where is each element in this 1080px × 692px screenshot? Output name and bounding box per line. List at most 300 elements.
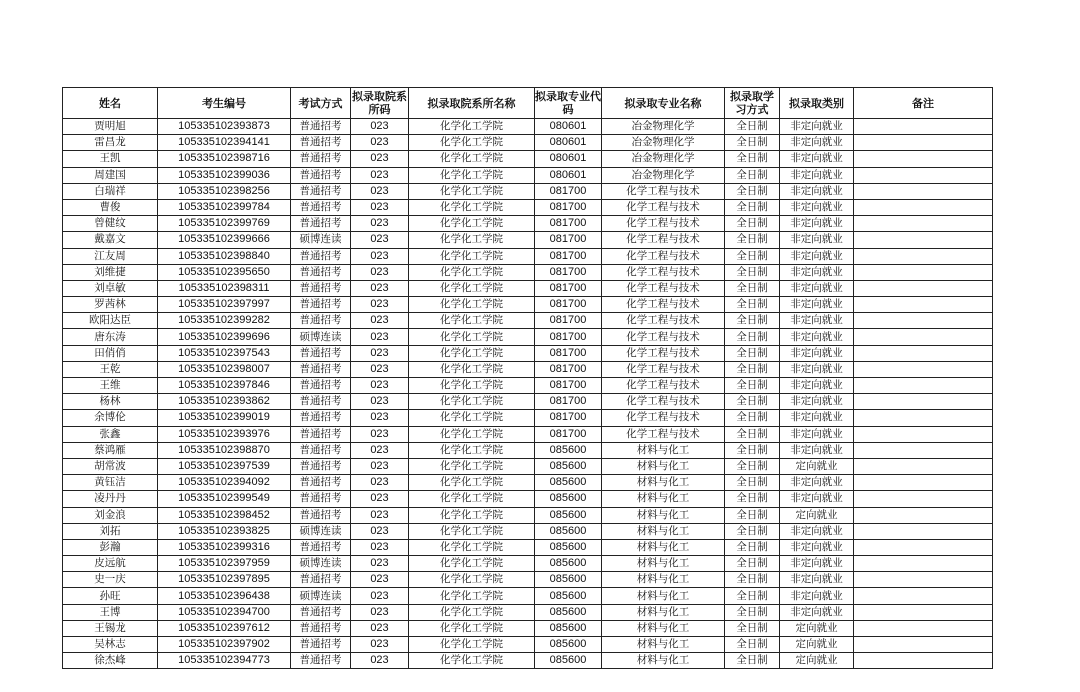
cell-dept-code: 023 [351, 216, 409, 232]
cell-study-mode: 全日制 [725, 620, 780, 636]
cell-dept-name: 化学化工学院 [409, 394, 535, 410]
cell-major-name: 材料与化工 [602, 620, 725, 636]
cell-dept-name: 化学化工学院 [409, 604, 535, 620]
cell-major-code: 085600 [535, 604, 602, 620]
cell-study-mode: 全日制 [725, 135, 780, 151]
cell-study-mode: 全日制 [725, 653, 780, 669]
table-row [63, 151, 993, 167]
cell-major-code: 085600 [535, 458, 602, 474]
header-candidate-id: 考生编号 [158, 88, 291, 119]
cell-exam-method: 普通招考 [291, 539, 351, 555]
cell-remarks [854, 199, 993, 215]
cell-category: 非定向就业 [780, 410, 854, 426]
cell-remarks [854, 264, 993, 280]
cell-name: 刘维捷 [63, 264, 158, 280]
cell-category: 定向就业 [780, 653, 854, 669]
cell-candidate-id: 105335102398007 [158, 361, 291, 377]
cell-study-mode: 全日制 [725, 491, 780, 507]
cell-dept-code: 023 [351, 297, 409, 313]
cell-major-name: 材料与化工 [602, 604, 725, 620]
cell-candidate-id: 105335102394773 [158, 653, 291, 669]
cell-name: 孙旺 [63, 588, 158, 604]
cell-remarks [854, 458, 993, 474]
table-row [63, 539, 993, 555]
cell-candidate-id: 105335102395650 [158, 264, 291, 280]
cell-major-code: 081700 [535, 410, 602, 426]
header-dept-code: 拟录取院系所码 [351, 88, 409, 119]
cell-dept-name: 化学化工学院 [409, 539, 535, 555]
cell-dept-code: 023 [351, 167, 409, 183]
cell-candidate-id: 105335102393825 [158, 523, 291, 539]
cell-study-mode: 全日制 [725, 280, 780, 296]
cell-name: 王锡龙 [63, 620, 158, 636]
table-row [63, 232, 993, 248]
cell-study-mode: 全日制 [725, 199, 780, 215]
table-row [63, 458, 993, 474]
cell-candidate-id: 105335102399666 [158, 232, 291, 248]
cell-name: 江友周 [63, 248, 158, 264]
cell-major-code: 081700 [535, 216, 602, 232]
header-row [63, 88, 993, 119]
cell-study-mode: 全日制 [725, 442, 780, 458]
cell-category: 非定向就业 [780, 572, 854, 588]
cell-study-mode: 全日制 [725, 475, 780, 491]
cell-candidate-id: 105335102399036 [158, 167, 291, 183]
cell-exam-method: 普通招考 [291, 378, 351, 394]
cell-major-code: 081700 [535, 248, 602, 264]
cell-dept-name: 化学化工学院 [409, 297, 535, 313]
cell-dept-code: 023 [351, 329, 409, 345]
cell-major-code: 080601 [535, 119, 602, 135]
cell-category: 非定向就业 [780, 313, 854, 329]
cell-category: 非定向就业 [780, 135, 854, 151]
cell-category: 定向就业 [780, 637, 854, 653]
cell-dept-name: 化学化工学院 [409, 588, 535, 604]
cell-remarks [854, 507, 993, 523]
cell-major-name: 化学工程与技术 [602, 280, 725, 296]
cell-exam-method: 普通招考 [291, 248, 351, 264]
cell-dept-name: 化学化工学院 [409, 199, 535, 215]
cell-exam-method: 普通招考 [291, 151, 351, 167]
cell-name: 余博伦 [63, 410, 158, 426]
cell-remarks [854, 637, 993, 653]
cell-dept-name: 化学化工学院 [409, 523, 535, 539]
cell-category: 定向就业 [780, 620, 854, 636]
cell-dept-code: 023 [351, 507, 409, 523]
cell-study-mode: 全日制 [725, 378, 780, 394]
table-row [63, 442, 993, 458]
cell-major-code: 081700 [535, 264, 602, 280]
cell-exam-method: 普通招考 [291, 394, 351, 410]
cell-major-code: 081700 [535, 297, 602, 313]
cell-name: 王维 [63, 378, 158, 394]
cell-dept-code: 023 [351, 442, 409, 458]
cell-exam-method: 普通招考 [291, 313, 351, 329]
cell-candidate-id: 105335102397997 [158, 297, 291, 313]
cell-exam-method: 普通招考 [291, 620, 351, 636]
cell-study-mode: 全日制 [725, 183, 780, 199]
cell-study-mode: 全日制 [725, 572, 780, 588]
cell-major-code: 081700 [535, 232, 602, 248]
cell-major-name: 冶金物理化学 [602, 167, 725, 183]
cell-dept-code: 023 [351, 410, 409, 426]
cell-dept-name: 化学化工学院 [409, 410, 535, 426]
table-row [63, 329, 993, 345]
cell-major-name: 材料与化工 [602, 523, 725, 539]
cell-dept-code: 023 [351, 556, 409, 572]
table-row [63, 199, 993, 215]
cell-candidate-id: 105335102399019 [158, 410, 291, 426]
cell-dept-name: 化学化工学院 [409, 361, 535, 377]
cell-study-mode: 全日制 [725, 588, 780, 604]
cell-dept-name: 化学化工学院 [409, 637, 535, 653]
cell-candidate-id: 105335102399282 [158, 313, 291, 329]
cell-candidate-id: 105335102398840 [158, 248, 291, 264]
cell-exam-method: 普通招考 [291, 442, 351, 458]
cell-remarks [854, 410, 993, 426]
table-row [63, 378, 993, 394]
cell-major-code: 085600 [535, 556, 602, 572]
cell-candidate-id: 105335102398716 [158, 151, 291, 167]
cell-category: 非定向就业 [780, 280, 854, 296]
cell-dept-name: 化学化工学院 [409, 572, 535, 588]
cell-major-name: 材料与化工 [602, 588, 725, 604]
cell-major-name: 化学工程与技术 [602, 426, 725, 442]
table-row [63, 637, 993, 653]
cell-study-mode: 全日制 [725, 167, 780, 183]
cell-candidate-id: 105335102399784 [158, 199, 291, 215]
cell-exam-method: 普通招考 [291, 458, 351, 474]
cell-remarks [854, 216, 993, 232]
cell-dept-name: 化学化工学院 [409, 167, 535, 183]
cell-exam-method: 硕博连读 [291, 232, 351, 248]
cell-major-code: 080601 [535, 135, 602, 151]
cell-name: 彭瀚 [63, 539, 158, 555]
cell-candidate-id: 105335102398256 [158, 183, 291, 199]
cell-major-code: 085600 [535, 491, 602, 507]
cell-exam-method: 硕博连读 [291, 523, 351, 539]
cell-major-name: 化学工程与技术 [602, 264, 725, 280]
cell-study-mode: 全日制 [725, 523, 780, 539]
cell-dept-code: 023 [351, 199, 409, 215]
cell-dept-name: 化学化工学院 [409, 183, 535, 199]
cell-dept-code: 023 [351, 458, 409, 474]
cell-exam-method: 普通招考 [291, 361, 351, 377]
cell-major-name: 化学工程与技术 [602, 183, 725, 199]
cell-exam-method: 普通招考 [291, 264, 351, 280]
cell-dept-name: 化学化工学院 [409, 329, 535, 345]
cell-major-code: 080601 [535, 167, 602, 183]
cell-exam-method: 普通招考 [291, 426, 351, 442]
cell-exam-method: 硕博连读 [291, 556, 351, 572]
cell-major-code: 081700 [535, 378, 602, 394]
cell-candidate-id: 105335102396438 [158, 588, 291, 604]
table-row [63, 410, 993, 426]
cell-dept-name: 化学化工学院 [409, 345, 535, 361]
table-row [63, 167, 993, 183]
cell-dept-code: 023 [351, 426, 409, 442]
cell-major-code: 081700 [535, 426, 602, 442]
cell-dept-name: 化学化工学院 [409, 119, 535, 135]
cell-name: 杨林 [63, 394, 158, 410]
cell-exam-method: 普通招考 [291, 199, 351, 215]
cell-category: 非定向就业 [780, 475, 854, 491]
table-row [63, 394, 993, 410]
cell-name: 张鑫 [63, 426, 158, 442]
cell-candidate-id: 105335102393862 [158, 394, 291, 410]
cell-exam-method: 硕博连读 [291, 588, 351, 604]
cell-candidate-id: 105335102394141 [158, 135, 291, 151]
cell-name: 刘卓敏 [63, 280, 158, 296]
header-remarks: 备注 [854, 88, 993, 119]
cell-major-code: 081700 [535, 313, 602, 329]
cell-name: 曹俊 [63, 199, 158, 215]
cell-study-mode: 全日制 [725, 329, 780, 345]
cell-major-code: 085600 [535, 653, 602, 669]
cell-major-code: 081700 [535, 280, 602, 296]
cell-dept-name: 化学化工学院 [409, 620, 535, 636]
cell-name: 雷昌龙 [63, 135, 158, 151]
cell-remarks [854, 620, 993, 636]
cell-remarks [854, 280, 993, 296]
cell-category: 非定向就业 [780, 216, 854, 232]
table-row [63, 345, 993, 361]
cell-category: 非定向就业 [780, 588, 854, 604]
cell-major-name: 化学工程与技术 [602, 394, 725, 410]
cell-exam-method: 普通招考 [291, 637, 351, 653]
cell-name: 凌丹丹 [63, 491, 158, 507]
cell-dept-code: 023 [351, 313, 409, 329]
cell-study-mode: 全日制 [725, 264, 780, 280]
cell-major-code: 085600 [535, 572, 602, 588]
cell-remarks [854, 248, 993, 264]
cell-exam-method: 普通招考 [291, 167, 351, 183]
cell-study-mode: 全日制 [725, 637, 780, 653]
cell-exam-method: 硕博连读 [291, 329, 351, 345]
cell-remarks [854, 442, 993, 458]
cell-major-name: 材料与化工 [602, 491, 725, 507]
cell-remarks [854, 119, 993, 135]
cell-dept-name: 化学化工学院 [409, 280, 535, 296]
cell-exam-method: 普通招考 [291, 280, 351, 296]
cell-remarks [854, 491, 993, 507]
cell-dept-name: 化学化工学院 [409, 151, 535, 167]
cell-dept-code: 023 [351, 491, 409, 507]
cell-candidate-id: 105335102397959 [158, 556, 291, 572]
cell-dept-code: 023 [351, 394, 409, 410]
cell-dept-code: 023 [351, 378, 409, 394]
cell-remarks [854, 523, 993, 539]
cell-exam-method: 普通招考 [291, 135, 351, 151]
cell-remarks [854, 539, 993, 555]
cell-name: 曾健纹 [63, 216, 158, 232]
cell-remarks [854, 604, 993, 620]
table-row [63, 248, 993, 264]
table-row [63, 119, 993, 135]
cell-major-name: 冶金物理化学 [602, 135, 725, 151]
cell-dept-name: 化学化工学院 [409, 135, 535, 151]
cell-exam-method: 普通招考 [291, 410, 351, 426]
cell-major-name: 材料与化工 [602, 442, 725, 458]
cell-study-mode: 全日制 [725, 151, 780, 167]
table-row [63, 523, 993, 539]
cell-category: 非定向就业 [780, 361, 854, 377]
cell-candidate-id: 105335102399316 [158, 539, 291, 555]
cell-name: 刘拓 [63, 523, 158, 539]
table-row [63, 280, 993, 296]
cell-major-code: 085600 [535, 475, 602, 491]
cell-study-mode: 全日制 [725, 119, 780, 135]
cell-name: 王博 [63, 604, 158, 620]
cell-dept-code: 023 [351, 248, 409, 264]
cell-major-name: 化学工程与技术 [602, 216, 725, 232]
cell-dept-name: 化学化工学院 [409, 653, 535, 669]
cell-remarks [854, 297, 993, 313]
cell-major-name: 材料与化工 [602, 539, 725, 555]
cell-major-name: 冶金物理化学 [602, 119, 725, 135]
header-exam-method: 考试方式 [291, 88, 351, 119]
cell-candidate-id: 105335102398452 [158, 507, 291, 523]
table-row [63, 475, 993, 491]
cell-major-name: 化学工程与技术 [602, 232, 725, 248]
cell-major-code: 085600 [535, 620, 602, 636]
cell-dept-code: 023 [351, 183, 409, 199]
cell-name: 史一庆 [63, 572, 158, 588]
cell-major-name: 冶金物理化学 [602, 151, 725, 167]
cell-category: 非定向就业 [780, 378, 854, 394]
cell-study-mode: 全日制 [725, 345, 780, 361]
cell-major-name: 化学工程与技术 [602, 361, 725, 377]
cell-dept-code: 023 [351, 151, 409, 167]
cell-dept-code: 023 [351, 572, 409, 588]
cell-remarks [854, 556, 993, 572]
cell-exam-method: 普通招考 [291, 216, 351, 232]
cell-dept-name: 化学化工学院 [409, 248, 535, 264]
cell-major-name: 化学工程与技术 [602, 410, 725, 426]
cell-remarks [854, 394, 993, 410]
cell-category: 非定向就业 [780, 426, 854, 442]
header-name: 姓名 [63, 88, 158, 119]
cell-remarks [854, 232, 993, 248]
cell-study-mode: 全日制 [725, 394, 780, 410]
cell-remarks [854, 378, 993, 394]
cell-dept-name: 化学化工学院 [409, 313, 535, 329]
cell-category: 非定向就业 [780, 345, 854, 361]
table-row [63, 572, 993, 588]
cell-dept-name: 化学化工学院 [409, 458, 535, 474]
table-row [63, 264, 993, 280]
cell-dept-code: 023 [351, 588, 409, 604]
cell-category: 非定向就业 [780, 183, 854, 199]
cell-exam-method: 普通招考 [291, 653, 351, 669]
cell-remarks [854, 167, 993, 183]
admission-table [62, 87, 993, 669]
cell-category: 非定向就业 [780, 442, 854, 458]
cell-candidate-id: 105335102397612 [158, 620, 291, 636]
cell-name: 王凯 [63, 151, 158, 167]
cell-name: 田俏俏 [63, 345, 158, 361]
cell-study-mode: 全日制 [725, 556, 780, 572]
cell-candidate-id: 105335102394700 [158, 604, 291, 620]
cell-dept-code: 023 [351, 264, 409, 280]
cell-name: 周建国 [63, 167, 158, 183]
cell-category: 非定向就业 [780, 394, 854, 410]
cell-dept-code: 023 [351, 119, 409, 135]
cell-name: 欧阳达臣 [63, 313, 158, 329]
cell-remarks [854, 313, 993, 329]
cell-category: 非定向就业 [780, 297, 854, 313]
cell-candidate-id: 105335102399769 [158, 216, 291, 232]
cell-category: 非定向就业 [780, 539, 854, 555]
cell-major-code: 081700 [535, 394, 602, 410]
cell-major-name: 材料与化工 [602, 458, 725, 474]
cell-candidate-id: 105335102399549 [158, 491, 291, 507]
cell-exam-method: 普通招考 [291, 345, 351, 361]
cell-dept-name: 化学化工学院 [409, 232, 535, 248]
cell-major-name: 材料与化工 [602, 637, 725, 653]
cell-major-code: 081700 [535, 345, 602, 361]
cell-remarks [854, 151, 993, 167]
cell-category: 非定向就业 [780, 248, 854, 264]
cell-dept-code: 023 [351, 475, 409, 491]
cell-dept-code: 023 [351, 280, 409, 296]
cell-candidate-id: 105335102393976 [158, 426, 291, 442]
cell-category: 定向就业 [780, 507, 854, 523]
cell-remarks [854, 329, 993, 345]
cell-category: 非定向就业 [780, 491, 854, 507]
cell-dept-code: 023 [351, 604, 409, 620]
cell-category: 非定向就业 [780, 556, 854, 572]
cell-candidate-id: 105335102394092 [158, 475, 291, 491]
cell-study-mode: 全日制 [725, 297, 780, 313]
cell-major-code: 081700 [535, 199, 602, 215]
cell-major-code: 085600 [535, 507, 602, 523]
cell-remarks [854, 361, 993, 377]
cell-major-code: 085600 [535, 539, 602, 555]
table-row [63, 297, 993, 313]
cell-remarks [854, 588, 993, 604]
cell-exam-method: 普通招考 [291, 183, 351, 199]
table-row [63, 556, 993, 572]
cell-name: 白瑞祥 [63, 183, 158, 199]
cell-candidate-id: 105335102397539 [158, 458, 291, 474]
cell-exam-method: 普通招考 [291, 475, 351, 491]
cell-major-name: 化学工程与技术 [602, 378, 725, 394]
cell-major-code: 080601 [535, 151, 602, 167]
cell-category: 非定向就业 [780, 199, 854, 215]
cell-major-code: 085600 [535, 442, 602, 458]
cell-study-mode: 全日制 [725, 313, 780, 329]
cell-exam-method: 普通招考 [291, 507, 351, 523]
cell-dept-name: 化学化工学院 [409, 556, 535, 572]
cell-major-name: 材料与化工 [602, 507, 725, 523]
cell-major-name: 化学工程与技术 [602, 345, 725, 361]
header-category: 拟录取类别 [780, 88, 854, 119]
cell-major-name: 化学工程与技术 [602, 329, 725, 345]
header-study-mode: 拟录取学习方式 [725, 88, 780, 119]
cell-major-code: 085600 [535, 523, 602, 539]
cell-exam-method: 普通招考 [291, 491, 351, 507]
cell-study-mode: 全日制 [725, 361, 780, 377]
cell-major-name: 化学工程与技术 [602, 199, 725, 215]
cell-remarks [854, 345, 993, 361]
cell-candidate-id: 105335102393873 [158, 119, 291, 135]
table-row [63, 491, 993, 507]
cell-major-code: 081700 [535, 329, 602, 345]
cell-exam-method: 普通招考 [291, 119, 351, 135]
cell-dept-code: 023 [351, 345, 409, 361]
cell-exam-method: 普通招考 [291, 572, 351, 588]
